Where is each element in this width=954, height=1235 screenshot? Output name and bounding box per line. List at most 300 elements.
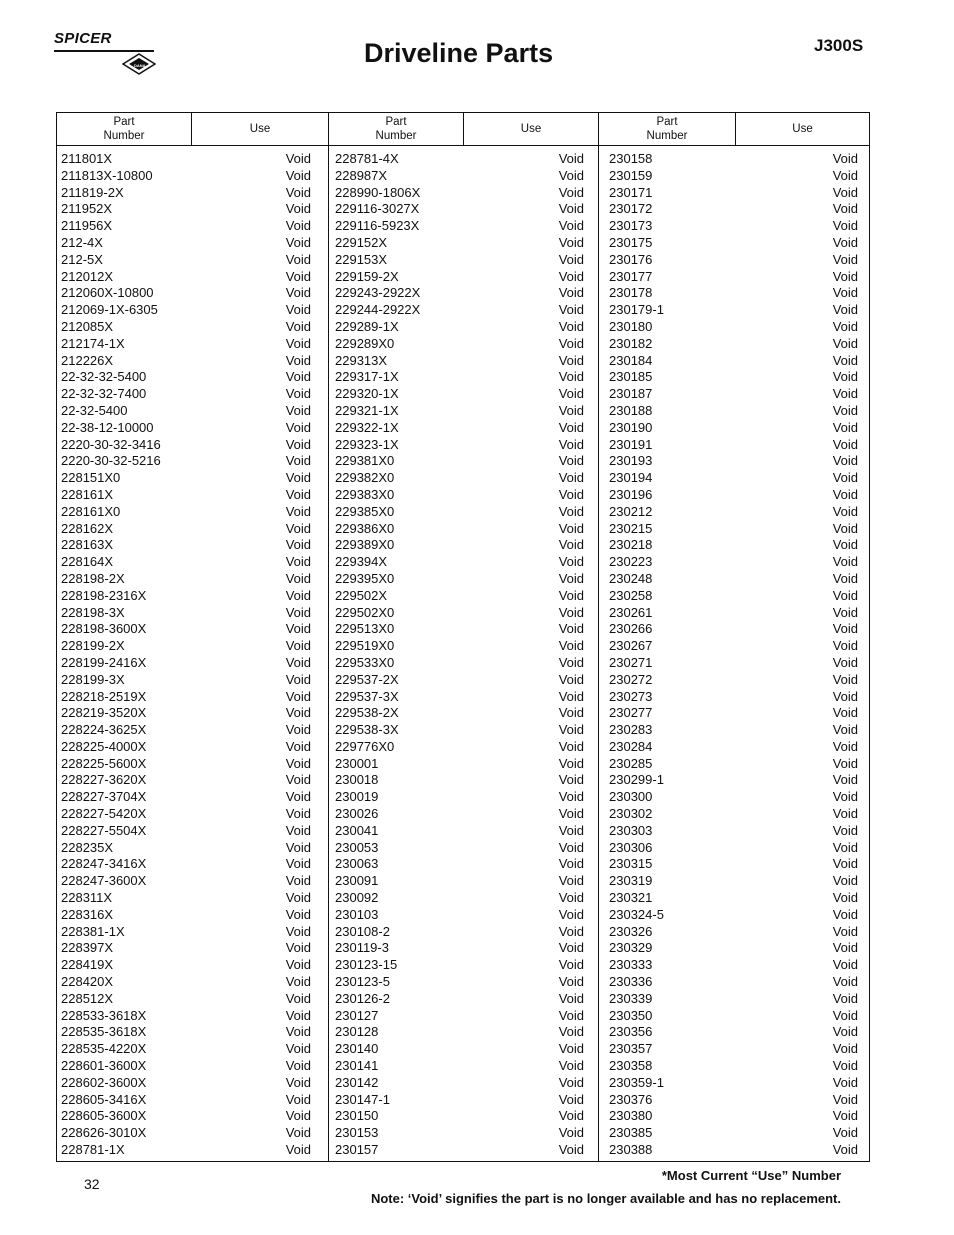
use-value: Void [832,890,858,906]
part-number: 229243-2922X [335,285,421,301]
table-row [335,420,584,437]
part-number: 230053 [335,839,379,855]
use-value: Void [558,923,584,939]
table-row [335,621,584,638]
part-number: 230306 [609,839,653,855]
table-row [609,823,858,840]
use-value: Void [285,537,311,553]
part-number: 230272 [609,671,653,687]
part-number: 230324-5 [609,906,664,922]
use-value: Void [558,1007,584,1023]
table-row [335,940,584,957]
part-number: 212012X [61,268,114,284]
use-value: Void [285,486,311,502]
use-value: Void [832,234,858,250]
table-row [61,1142,311,1159]
table-row [335,1075,584,1092]
table-row [609,537,858,554]
part-number: 230153 [335,1125,379,1141]
table-row [609,806,858,823]
part-number: 230157 [335,1142,379,1158]
part-number: 228626-3010X [61,1125,147,1141]
part-number: 228225-4000X [61,738,147,754]
use-value: Void [558,1125,584,1141]
use-value: Void [285,974,311,990]
table-row [61,873,311,890]
part-number: 230376 [609,1091,653,1107]
part-number: 229383X0 [335,486,395,502]
table-row [609,772,858,789]
use-value: Void [558,772,584,788]
use-value: Void [558,822,584,838]
table-row [335,1024,584,1041]
use-value: Void [285,503,311,519]
use-value: Void [558,755,584,771]
table-row [335,957,584,974]
column-divider [328,113,329,1161]
table-row [609,1125,858,1142]
use-value: Void [285,638,311,654]
part-number: 212-5X [61,251,103,267]
part-number: 228781-4X [335,151,399,166]
use-value: Void [285,318,311,334]
table-row [609,957,858,974]
page-number: 32 [84,1176,100,1192]
table-row [335,1142,584,1159]
part-number: 230218 [609,537,653,553]
table-row [61,453,311,470]
table-row [335,924,584,941]
part-number: 230185 [609,369,653,385]
header-use: Use [792,123,813,135]
table-row [61,1008,311,1025]
use-value: Void [832,755,858,771]
part-number: 212-4X [61,234,103,250]
table-row [609,521,858,538]
part-number: 230271 [609,654,653,670]
use-value: Void [285,604,311,620]
table-row [61,722,311,739]
use-value: Void [832,436,858,452]
use-value: Void [558,554,584,570]
table-row [609,655,858,672]
use-value: Void [558,201,584,217]
table-row [609,1108,858,1125]
header-part-number: Part Number [103,116,145,142]
table-row [335,285,584,302]
table-row [609,151,858,168]
part-number: 228219-3520X [61,705,147,721]
part-number: 229386X0 [335,520,395,536]
part-number: 228199-2X [61,638,125,654]
use-value: Void [832,470,858,486]
use-value: Void [832,638,858,654]
part-number: 22-32-32-7400 [61,386,147,402]
table-row [61,521,311,538]
use-value: Void [558,419,584,435]
table-row [335,521,584,538]
table-row [609,218,858,235]
use-value: Void [832,453,858,469]
use-value: Void [285,772,311,788]
table-row [335,672,584,689]
part-number: 228161X0 [61,503,121,519]
use-value: Void [558,1041,584,1057]
table-row [61,1058,311,1075]
use-value: Void [832,839,858,855]
table-row [335,689,584,706]
part-number: 230302 [609,806,653,822]
table-row [335,655,584,672]
part-number: 230041 [335,822,379,838]
table-row [61,856,311,873]
table-row [335,185,584,202]
use-value: Void [285,654,311,670]
table-row [335,554,584,571]
use-value: Void [832,806,858,822]
part-number: 230159 [609,167,653,183]
use-value: Void [558,470,584,486]
use-value: Void [832,537,858,553]
part-number: 228419X [61,957,114,973]
table-row [609,235,858,252]
use-value: Void [285,1058,311,1074]
part-number: 229152X [335,234,388,250]
part-number: 228990-1806X [335,184,421,200]
table-row [609,504,858,521]
table-row [61,705,311,722]
use-value: Void [558,957,584,973]
header-part-number: Part Number [646,116,688,142]
part-number: 230026 [335,806,379,822]
table-row [335,453,584,470]
table-row [61,689,311,706]
table-row [61,185,311,202]
void-note: Note: ‘Void’ signifies the part is no longer available and has no replacement. [370,1191,841,1206]
table-row [61,991,311,1008]
part-number: 228227-5504X [61,822,147,838]
table-row [61,1108,311,1125]
dana-label: DANA [134,63,146,68]
use-value: Void [558,1091,584,1107]
table-row [61,957,311,974]
part-number: 229153X [335,251,388,267]
part-number: 230001 [335,755,379,771]
table-row [609,974,858,991]
table-row [609,453,858,470]
part-number: 228163X [61,537,114,553]
table-row [609,302,858,319]
table-row [335,1058,584,1075]
table-row [609,789,858,806]
table-row [61,806,311,823]
part-number: 2220-30-32-3416 [61,436,161,452]
part-number: 229381X0 [335,453,395,469]
table-row [61,269,311,286]
part-number: 228198-2316X [61,587,147,603]
table-row [61,924,311,941]
table-row [61,285,311,302]
use-value: Void [285,923,311,939]
use-value: Void [558,268,584,284]
use-value: Void [832,419,858,435]
table-row [335,487,584,504]
use-value: Void [832,1007,858,1023]
table-row [61,655,311,672]
use-value: Void [832,167,858,183]
table-row [335,571,584,588]
table-row [335,1041,584,1058]
page-title: Driveline Parts [364,38,554,68]
table-row [335,1108,584,1125]
header-rule [57,145,869,146]
table-row [61,772,311,789]
table-row [61,487,311,504]
table-row [335,1092,584,1109]
use-value: Void [558,402,584,418]
part-number: 229519X0 [335,638,395,654]
table-row [609,185,858,202]
part-number: 230019 [335,789,379,805]
table-row [609,353,858,370]
use-value: Void [832,1091,858,1107]
use-value: Void [285,167,311,183]
use-value: Void [558,184,584,200]
part-number: 230123-15 [335,957,398,973]
part-number: 229537-3X [335,688,399,704]
use-value: Void [285,856,311,872]
use-value: Void [832,402,858,418]
part-number: 228199-2416X [61,654,147,670]
use-value: Void [558,990,584,1006]
part-number: 230380 [609,1108,653,1124]
use-value: Void [832,873,858,889]
table-row [609,386,858,403]
part-number: 230315 [609,856,653,872]
part-number: 229385X0 [335,503,395,519]
part-number: 230299-1 [609,772,664,788]
table-row [335,756,584,773]
part-number: 228199-3X [61,671,125,687]
use-value: Void [558,738,584,754]
part-number: 229776X0 [335,738,395,754]
part-number: 228198-3X [61,604,125,620]
use-value: Void [832,957,858,973]
table-row [609,689,858,706]
table-row [609,1008,858,1025]
use-value: Void [558,873,584,889]
part-number: 229116-5923X [335,218,420,234]
table-row [335,168,584,185]
use-value: Void [285,789,311,805]
part-number: 229244-2922X [335,302,421,318]
part-number: 230018 [335,772,379,788]
table-row [335,907,584,924]
part-number: 228605-3600X [61,1108,147,1124]
table-row [335,403,584,420]
use-value: Void [285,1074,311,1090]
use-value: Void [832,1024,858,1040]
part-number: 228225-5600X [61,755,147,771]
part-number: 228311X [61,890,113,906]
part-number: 230177 [609,268,653,284]
part-number: 230128 [335,1024,379,1040]
table-row [61,218,311,235]
use-value: Void [558,352,584,368]
table-row [335,218,584,235]
part-number: 229322-1X [335,419,399,435]
table-row [609,940,858,957]
part-number: 230179-1 [609,302,664,318]
table-row [61,1041,311,1058]
use-value: Void [285,755,311,771]
part-number: 230092 [335,890,379,906]
use-value: Void [832,184,858,200]
table-row [609,319,858,336]
use-value: Void [285,722,311,738]
table-row [61,789,311,806]
use-value: Void [832,570,858,586]
table-row [609,487,858,504]
table-row [61,672,311,689]
part-number: 229537-2X [335,671,399,687]
table-row [609,605,858,622]
use-value: Void [285,218,311,234]
use-value: Void [832,151,858,166]
part-number: 230277 [609,705,653,721]
table-row [335,1008,584,1025]
table-row [609,252,858,269]
table-row [61,588,311,605]
use-value: Void [285,671,311,687]
part-number: 229320-1X [335,386,399,402]
part-number: 230215 [609,520,653,536]
table-row [609,1092,858,1109]
part-number: 212060X-10800 [61,285,154,301]
table-row [335,201,584,218]
use-value: Void [558,940,584,956]
part-number: 228247-3600X [61,873,147,889]
use-value: Void [285,806,311,822]
part-number: 230266 [609,621,653,637]
part-number: 230126-2 [335,990,390,1006]
part-number: 228602-3600X [61,1074,147,1090]
table-row [335,856,584,873]
table-row [61,336,311,353]
brand-name: SPICER [54,30,112,47]
part-number: 230190 [609,419,653,435]
part-number: 228162X [61,520,114,536]
use-value: Void [832,1125,858,1141]
table-row [335,840,584,857]
part-number: 229394X [335,554,388,570]
part-number: 230182 [609,335,653,351]
part-number: 230283 [609,722,653,738]
part-number: 230108-2 [335,923,390,939]
part-number: 230142 [335,1074,379,1090]
use-value: Void [832,974,858,990]
use-value: Void [832,318,858,334]
table-row [61,605,311,622]
use-value: Void [558,1058,584,1074]
part-number: 228227-3704X [61,789,147,805]
table-row [609,201,858,218]
table-row [61,638,311,655]
use-value: Void [832,587,858,603]
table-row [609,672,858,689]
use-value: Void [832,335,858,351]
part-number: 230180 [609,318,653,334]
part-number: 229289-1X [335,318,399,334]
part-number: 230261 [609,604,653,620]
use-value: Void [832,1142,858,1158]
part-number: 230175 [609,234,653,250]
table-row [609,269,858,286]
table-row [609,571,858,588]
part-number: 229323-1X [335,436,399,452]
use-value: Void [832,789,858,805]
table-row [61,907,311,924]
part-number: 230147-1 [335,1091,390,1107]
part-number: 230196 [609,486,653,502]
use-value: Void [285,839,311,855]
document-code: J300S [814,36,864,55]
use-value: Void [558,486,584,502]
table-row [609,991,858,1008]
use-value: Void [285,738,311,754]
part-number: 22-32-32-5400 [61,369,147,385]
use-value: Void [285,302,311,318]
table-row [609,588,858,605]
part-number: 229289X0 [335,335,395,351]
table-row [609,437,858,454]
part-number: 22-38-12-10000 [61,419,154,435]
part-number: 229538-3X [335,722,399,738]
part-number: 230103 [335,906,379,922]
use-value: Void [558,537,584,553]
use-value: Void [832,1058,858,1074]
use-value: Void [832,520,858,536]
part-number: 230119-3 [335,940,389,956]
part-number: 228161X [61,486,114,502]
table-row [335,588,584,605]
part-number: 230173 [609,218,653,234]
use-value: Void [558,722,584,738]
use-value: Void [832,285,858,301]
use-value: Void [285,1091,311,1107]
use-value: Void [832,654,858,670]
table-row [609,739,858,756]
use-value: Void [558,974,584,990]
part-number: 230141 [335,1058,379,1074]
part-number: 228235X [61,839,114,855]
part-number: 228397X [61,940,114,956]
part-number: 228198-3600X [61,621,147,637]
use-value: Void [832,503,858,519]
table-row [335,470,584,487]
use-value: Void [832,822,858,838]
table-row [609,1041,858,1058]
part-number: 230127 [335,1007,379,1023]
table-row [335,991,584,1008]
parts-table [56,112,870,1162]
table-row [61,437,311,454]
part-number: 230248 [609,570,653,586]
table-row [61,151,311,168]
table-row [609,756,858,773]
table-row [61,201,311,218]
parts-column-1 [61,151,311,1159]
